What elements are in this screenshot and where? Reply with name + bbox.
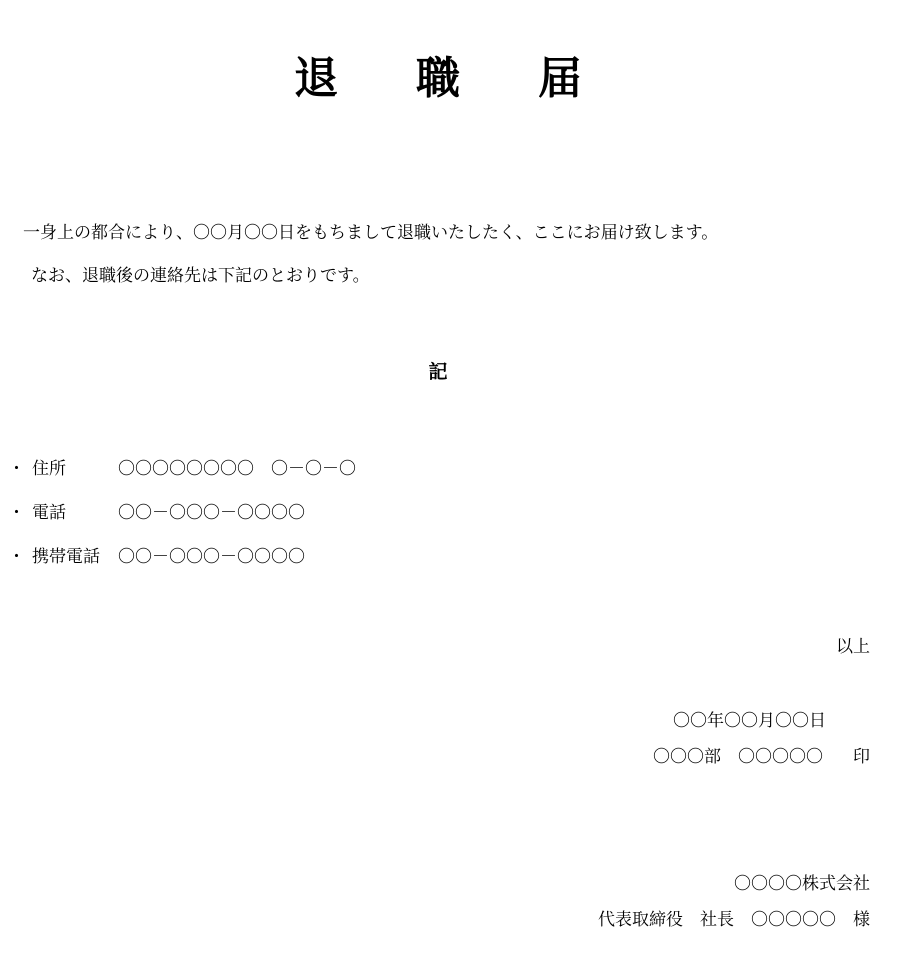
bullet: ・ [8, 547, 25, 567]
item-value: 〇〇－〇〇〇－〇〇〇〇 [118, 503, 305, 523]
body-line-1: 一身上の都合により、〇〇月〇〇日をもちまして退職いたしたく、ここにお届け致します。 [23, 223, 719, 243]
document-title [0, 42, 876, 106]
seal-mark: 印 [853, 747, 870, 767]
item-value: 〇〇－〇〇〇－〇〇〇〇 [118, 547, 305, 567]
contact-item-address [8, 454, 356, 479]
signer-line [653, 742, 870, 767]
recipient-person: 代表取締役 社長 〇〇〇〇〇 様 [598, 910, 870, 930]
bullet: ・ [8, 459, 25, 479]
title-char-1: 退 [294, 53, 338, 104]
recipient-company: 〇〇〇〇株式会社 [734, 874, 870, 894]
date: 〇〇年〇〇月〇〇日 [673, 711, 826, 731]
item-label: 携帯電話 [32, 547, 100, 567]
signer-dept-name: 〇〇〇部 〇〇〇〇〇 [653, 747, 823, 767]
title-char-3: 届 [538, 53, 582, 104]
ki-heading: 記 [428, 361, 448, 383]
body-line-2: なお、退職後の連絡先は下記のとおりです。 [31, 266, 370, 286]
closing-text: 以上 [836, 637, 870, 657]
contact-item-mobile [8, 542, 305, 567]
item-label: 住所 [32, 459, 66, 479]
title-char-2: 職 [416, 53, 460, 104]
contact-item-phone [8, 498, 305, 523]
bullet: ・ [8, 503, 25, 523]
item-value: 〇〇〇〇〇〇〇〇 〇－〇－〇 [118, 459, 356, 479]
item-label: 電話 [32, 503, 66, 523]
